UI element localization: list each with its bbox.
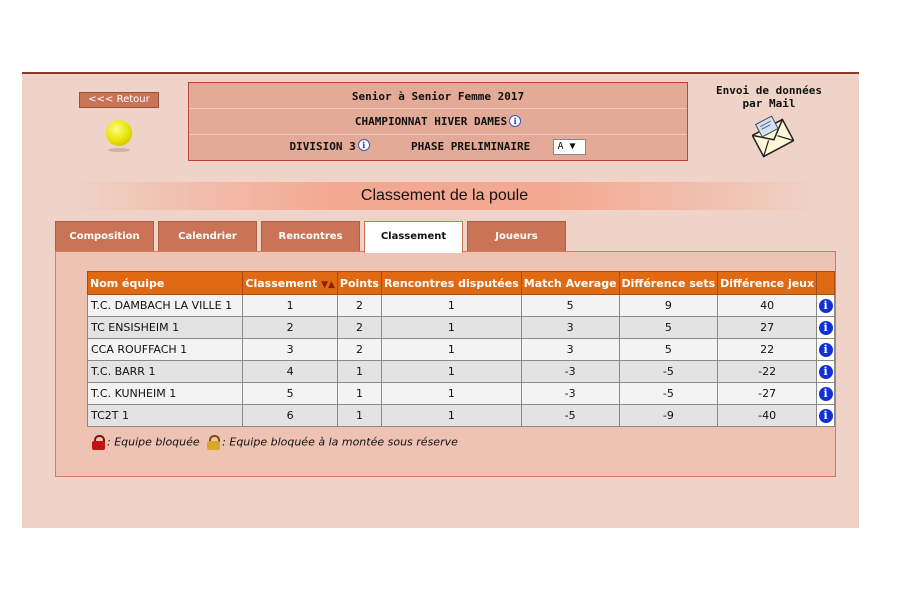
phase-select[interactable]: A ▼: [553, 139, 586, 155]
classement-panel: [55, 251, 836, 477]
main-panel: [22, 72, 859, 528]
mail-label: Envoi de données par Mail: [716, 84, 822, 110]
game-difference: -22: [718, 361, 817, 383]
info-icon[interactable]: i: [819, 343, 833, 357]
matches-played: 1: [381, 339, 521, 361]
info-icon[interactable]: i: [819, 365, 833, 379]
ranking-table: [87, 271, 835, 427]
col-rencontres[interactable]: Rencontres disputées: [381, 272, 521, 295]
team-name: CCA ROUFFACH 1: [88, 339, 243, 361]
points: 2: [337, 339, 381, 361]
game-difference: 27: [718, 317, 817, 339]
info-icon[interactable]: i: [819, 387, 833, 401]
table-row: [88, 405, 835, 427]
row-info-cell: [817, 361, 835, 383]
col-points[interactable]: Points: [337, 272, 381, 295]
envelope-icon[interactable]: [752, 114, 794, 162]
row-info-cell: [817, 295, 835, 317]
matches-played: 1: [381, 295, 521, 317]
info-icon[interactable]: i: [819, 299, 833, 313]
points: 2: [337, 295, 381, 317]
championship-info-icon[interactable]: i: [509, 115, 521, 127]
info-icon[interactable]: i: [819, 409, 833, 423]
rank: 1: [243, 295, 338, 317]
match-average: -3: [521, 361, 619, 383]
team-name: TC2T 1: [88, 405, 243, 427]
red-lock-icon: [92, 435, 105, 450]
table-row: [88, 317, 835, 339]
team-name: T.C. DAMBACH LA VILLE 1: [88, 295, 243, 317]
points: 2: [337, 317, 381, 339]
legend-blocked: : Equipe bloquée: [107, 435, 200, 449]
row-info-cell: [817, 405, 835, 427]
row-info-cell: [817, 383, 835, 405]
matches-played: 1: [381, 383, 521, 405]
matches-played: 1: [381, 361, 521, 383]
points: 1: [337, 383, 381, 405]
rank: 6: [243, 405, 338, 427]
table-row: [88, 339, 835, 361]
championship-header: [188, 82, 688, 161]
game-difference: -27: [718, 383, 817, 405]
row-info-cell: [817, 339, 835, 361]
col-info: [817, 272, 835, 295]
table-row: [88, 295, 835, 317]
matches-played: 1: [381, 405, 521, 427]
points: 1: [337, 361, 381, 383]
tab-joueurs[interactable]: Joueurs: [467, 221, 566, 252]
col-match-average[interactable]: Match Average: [521, 272, 619, 295]
set-difference: 5: [619, 317, 718, 339]
match-average: 3: [521, 339, 619, 361]
match-average: -3: [521, 383, 619, 405]
rank: 2: [243, 317, 338, 339]
gold-lock-icon: [207, 435, 220, 450]
row-info-cell: [817, 317, 835, 339]
table-header-row: [88, 272, 835, 295]
team-name: T.C. KUNHEIM 1: [88, 383, 243, 405]
header-line2: CHAMPIONNAT HIVER DAMES: [354, 115, 508, 128]
col-classement[interactable]: Classement ▼▲: [243, 272, 338, 295]
tennis-ball-icon: [106, 120, 132, 146]
page-title: Classement de la poule: [62, 182, 827, 210]
table-row: [88, 361, 835, 383]
header-line2-row: [189, 115, 687, 128]
division-info-icon[interactable]: i: [358, 139, 370, 151]
rank: 5: [243, 383, 338, 405]
set-difference: 9: [619, 295, 718, 317]
set-difference: -5: [619, 383, 718, 405]
col-diff-sets[interactable]: Différence sets: [619, 272, 718, 295]
team-name: TC ENSISHEIM 1: [88, 317, 243, 339]
phase-label: PHASE PRELIMINAIRE: [411, 140, 531, 153]
header-line3-row: [189, 139, 687, 155]
col-diff-jeux[interactable]: Différence jeux: [718, 272, 817, 295]
game-difference: -40: [718, 405, 817, 427]
match-average: 5: [521, 295, 619, 317]
game-difference: 22: [718, 339, 817, 361]
tab-composition[interactable]: Composition: [55, 221, 154, 252]
legend-blocked-promotion: : Equipe bloquée à la montée sous réserve: [222, 435, 458, 449]
tab-rencontres[interactable]: Rencontres: [261, 221, 360, 252]
col-nom-equipe[interactable]: Nom équipe: [88, 272, 243, 295]
game-difference: 40: [718, 295, 817, 317]
set-difference: -5: [619, 361, 718, 383]
ball-shadow: [108, 148, 130, 152]
rank: 4: [243, 361, 338, 383]
info-icon[interactable]: i: [819, 321, 833, 335]
table-row: [88, 383, 835, 405]
legend: [92, 435, 458, 450]
tab-classement[interactable]: Classement: [364, 221, 463, 253]
team-name: T.C. BARR 1: [88, 361, 243, 383]
matches-played: 1: [381, 317, 521, 339]
tab-calendrier[interactable]: Calendrier: [158, 221, 257, 252]
rank: 3: [243, 339, 338, 361]
set-difference: 5: [619, 339, 718, 361]
match-average: 3: [521, 317, 619, 339]
set-difference: -9: [619, 405, 718, 427]
header-line1: Senior à Senior Femme 2017: [351, 90, 525, 103]
back-button[interactable]: <<< Retour: [79, 92, 159, 108]
match-average: -5: [521, 405, 619, 427]
division-label: DIVISION 3: [289, 140, 356, 153]
sort-arrows-icon[interactable]: ▼▲: [321, 279, 335, 290]
points: 1: [337, 405, 381, 427]
